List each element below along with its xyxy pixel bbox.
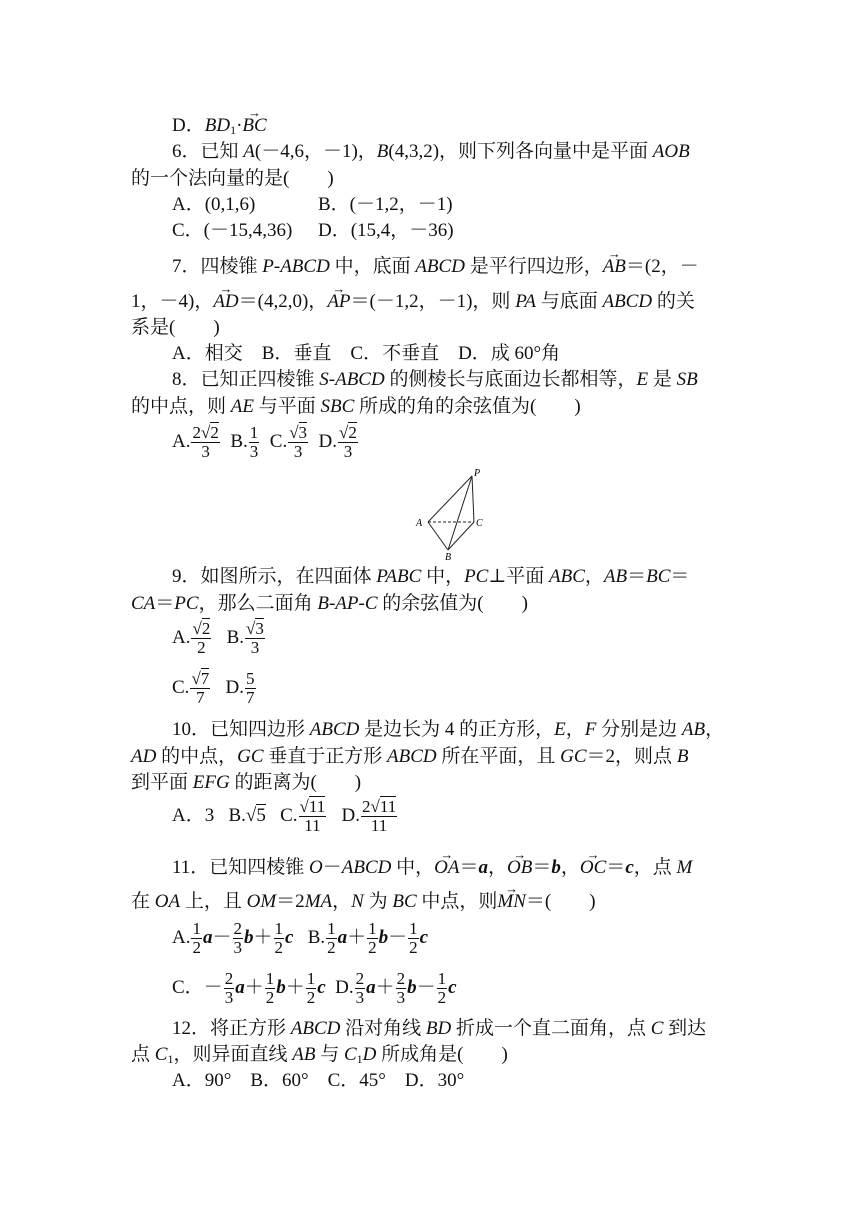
q6-stem-line1: 6．已知 A(－4,6，－1)，B(4,3,2)，则下列各向量中是平面 AOB — [172, 141, 690, 162]
q8-stem-line1: 8．已知正四棱锥 S-ABCD 的侧棱长与底面边长都相等，E 是 SB — [172, 369, 698, 390]
q6-option-c: C．(－15,4,36) — [172, 220, 293, 241]
label-b: B — [445, 552, 452, 562]
q6-option-d: D．(15,4，－36) — [318, 220, 454, 241]
q10-stem-line3: 到平面 EFG 的距离为( ) — [131, 772, 362, 793]
q5-option-d: D．$BD_1\cdot\to$ BC — [172, 114, 267, 142]
q11-options-cd: C．－ $\frac{2}{3}$ a＋ $\frac{1}{2}$ b＋ $\frac{1}{2}$ c D. $\frac{2}{3}$ a＋ $\frac{2}{3}$ b－ $\frac{1}{2}$ c — [172, 969, 457, 1007]
q8-options: A. $\frac{2√2}{3}$ B. $\frac{1}{3}$ C. $\frac{√3}{3}$ D. $\frac{√2}{3}$ — [172, 423, 357, 461]
q7-stem-line3: 系是( ) — [131, 317, 220, 338]
q9-stem-line2: CA＝PC，那么二面角 B-AP-C 的余弦值为( ) — [131, 593, 528, 614]
label-p: P — [474, 468, 481, 479]
q8-stem-line2: 的中点，则 AE 与平面 SBC 所成的角的余弦值为( ) — [131, 396, 581, 417]
q6-option-a: A．(0,1,6) — [172, 194, 256, 215]
q9-stem-line1: 9．如图所示，在四面体 PABC 中，PC⊥平面 ABC，AB＝BC＝ — [172, 566, 690, 587]
label-a: A — [416, 518, 423, 529]
tetrahedron-figure — [410, 466, 490, 562]
label-c: C — [476, 518, 483, 529]
q10-stem-line2: AD 的中点，GC 垂直于正方形 ABCD 所在平面，且 GC＝2，则点 B — [131, 746, 689, 767]
q9-options-cd: C. $\frac{√7}{7}$ D. $\frac{5}{7}$ — [172, 669, 255, 707]
q7-stem-line2: 1，－4)，→ AD＝(4,2,0)，→ AP＝(－1,2，－1)，则 PA 与底面 ABCD 的关 — [131, 290, 695, 314]
q11-options-ab: A. $\frac{1}{2}$ a－ $\frac{2}{3}$ b＋ $\frac{1}{2}$ c B. $\frac{1}{2}$ a＋ $\frac{1}{2}$ b－ $\frac{1}{2}$ c — [172, 919, 429, 957]
q11-stem-line1: 11．已知四棱锥 O－ABCD 中，→ OA＝a，→ OB＝b，→ OC＝c，点 M — [172, 856, 692, 880]
q10-stem-line1: 10．已知四边形 ABCD 是边长为 4 的正方形，E，F 分别是边 AB， — [172, 719, 725, 740]
q12-options: A．90° B．60° C．45° D．30° — [172, 1070, 465, 1091]
q10-options: A．3 B.√5 C. $\frac{√11}{11}$ D. $\frac{2√11}{11}$ — [172, 797, 397, 835]
q6-option-b: B．(－1,2，－1) — [318, 194, 453, 215]
q7-stem-line1: 7．四棱锥 P-ABCD 中，底面 ABCD 是平行四边形，→ AB＝(2，－ — [172, 255, 699, 279]
q9-options-ab: A. $\frac{√2}{2}$ B. $\frac{√3}{3}$ — [172, 619, 264, 657]
q6-stem-line2: 的一个法向量的是( ) — [131, 168, 334, 189]
q12-stem-line1: 12．将正方形 ABCD 沿对角线 BD 折成一个直二面角，点 C 到达 — [172, 1018, 707, 1039]
q12-stem-line2: 点 $C_1$，则异面直线 AB 与 $C_1D$ 所成角是( ) — [131, 1044, 508, 1066]
q11-stem-line2: 在 OA 上，且 OM＝2MA，N 为 BC 中点，则→ MN＝( ) — [131, 890, 596, 914]
q7-options: A．相交 B．垂直 C．不垂直 D．成 60°角 — [172, 343, 561, 364]
